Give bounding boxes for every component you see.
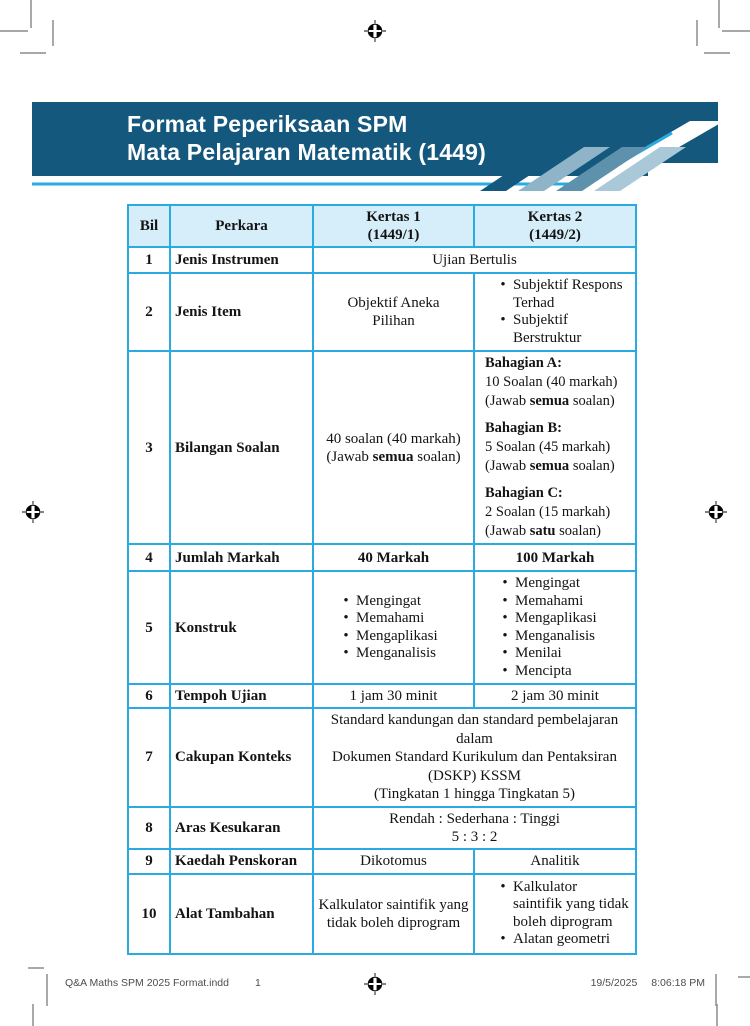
list-item: • Memahami (343, 610, 425, 626)
cell-r4-kertas2: 100 Markah (474, 544, 636, 571)
list-item: • Mengingat (343, 592, 421, 609)
list-item: • Kalkulator saintifik yang tidak boleh diprogram (500, 878, 629, 930)
kertas1-code: (1449/1) (367, 227, 420, 243)
cell-r5-kertas2 (474, 571, 636, 684)
table-row (128, 874, 636, 954)
cell-r1-perkara: Jenis Instrumen (170, 247, 313, 273)
footer-page-number: 1 (255, 977, 261, 989)
list-item: • Menganalisis (343, 645, 436, 661)
registration-mark-left (22, 501, 44, 523)
r3-k1-jawab: (Jawab semua soalan) (326, 448, 461, 465)
list-item: • Mengaplikasi (502, 610, 597, 626)
list-item: • Subjektif Berstruktur (493, 312, 629, 347)
table-row (128, 571, 636, 684)
page-title-line1: Format Peperiksaan SPM (127, 111, 408, 137)
table-row (128, 849, 636, 874)
cell-r7-perkara: Cakupan Konteks (170, 708, 313, 807)
cell-r10-kertas1 (313, 874, 474, 954)
col-header-kertas1 (313, 205, 474, 247)
cell-r8-span: Rendah : Sederhana : Tinggi 5 : 3 : 2 (313, 807, 636, 849)
table-row (128, 273, 636, 351)
cell-r8-bil: 8 (128, 807, 170, 849)
cell-r2-kertas1 (313, 273, 474, 351)
header-banner (0, 95, 750, 205)
list-item: • Menganalisis (502, 627, 595, 644)
cell-r6-bil: 6 (128, 684, 170, 708)
table-header-row (128, 205, 636, 247)
page-title-line2: Mata Pelajaran Matematik (1449) (127, 139, 487, 165)
crop-marks-top-left (0, 0, 53, 53)
registration-mark-right (705, 501, 727, 523)
banner-corner-cut (648, 163, 750, 193)
kertas2-label: Kertas 2 (527, 209, 583, 225)
list-item: • Mencipta (502, 662, 572, 679)
cell-r5-bil: 5 (128, 571, 170, 684)
cell-r6-kertas1: 1 jam 30 minit (313, 684, 474, 708)
bahagian-a: Bahagian A: 10 Soalan (40 markah) (Jawab semua soalan) (485, 355, 618, 409)
cell-r9-kertas2: Analitik (474, 849, 636, 874)
table-row (128, 708, 636, 807)
table-row (128, 807, 636, 849)
col-header-perkara: Perkara (170, 205, 313, 247)
cell-r5-kertas1 (313, 571, 474, 684)
page-title (127, 110, 486, 166)
footer-timestamp: 19/5/2025 8:06:18 PM (590, 977, 705, 989)
kertas2-code: (1449/2) (529, 227, 581, 243)
cell-r9-bil: 9 (128, 849, 170, 874)
cell-r10-perkara: Alat Tambahan (170, 874, 313, 954)
bullet-icon: • (500, 277, 506, 293)
cell-r9-kertas1: Dikotomus (313, 849, 474, 874)
list-item: • Subjektif Respons Terhad (493, 277, 629, 312)
list-item: • Mengaplikasi (343, 627, 438, 644)
table-row (128, 544, 636, 571)
r3-k1-line: 40 soalan (40 markah) (326, 430, 461, 447)
cell-r10-kertas2 (474, 874, 636, 954)
cell-r4-kertas1: 40 Markah (313, 544, 474, 571)
list-item: • Alatan geometri (500, 931, 611, 947)
table-row (128, 247, 636, 273)
cell-r6-perkara: Tempoh Ujian (170, 684, 313, 708)
table-row (128, 351, 636, 544)
list-item: • Menilai (502, 645, 562, 661)
list-item: • Memahami (502, 592, 584, 609)
kertas1-label: Kertas 1 (366, 209, 421, 225)
print-footer (0, 977, 750, 993)
cell-r1-bil: 1 (128, 247, 170, 273)
cell-r4-perkara: Jumlah Markah (170, 544, 313, 571)
cell-r5-perkara: Konstruk (170, 571, 313, 684)
crop-marks-top-right (697, 0, 750, 53)
cell-r3-perkara: Bilangan Soalan (170, 351, 313, 544)
col-header-kertas2 (474, 205, 636, 247)
cell-r2-bil: 2 (128, 273, 170, 351)
table-row (128, 684, 636, 708)
cell-r4-bil: 4 (128, 544, 170, 571)
bahagian-b: Bahagian B: 5 Soalan (45 markah) (Jawab semua soalan) (485, 420, 615, 474)
footer-filename: Q&A Maths SPM 2025 Format.indd 1 (65, 977, 261, 989)
cell-r3-kertas1 (313, 351, 474, 544)
cell-r3-bil: 3 (128, 351, 170, 544)
cell-r3-kertas2 (474, 351, 636, 544)
registration-mark-top (364, 20, 386, 42)
bahagian-c: Bahagian C: 2 Soalan (15 markah) (Jawab satu soalan) (485, 485, 611, 539)
cell-r7-span: Standard kandungan dan standard pembelajaran dalam Dokumen Standard Kurikulum dan Pentaksiran (DSKP) KSSM (Tingkatan 1 hingga Tingkatan 5) (313, 708, 636, 807)
exam-format-table (127, 204, 637, 955)
col-header-bil: Bil (128, 205, 170, 247)
cell-r10-bil: 10 (128, 874, 170, 954)
cell-r2-kertas2 (474, 273, 636, 351)
r10-k1-text: Kalkulator saintifik yang tidak boleh diprogram (318, 896, 469, 931)
bullet-icon: • (500, 312, 506, 328)
cell-r2-perkara: Jenis Item (170, 273, 313, 351)
cell-r7-bil: 7 (128, 708, 170, 807)
r2-k1-text: Objektif Aneka Pilihan (347, 295, 440, 329)
cell-r6-kertas2: 2 jam 30 minit (474, 684, 636, 708)
cell-r8-perkara: Aras Kesukaran (170, 807, 313, 849)
cell-r9-perkara: Kaedah Penskoran (170, 849, 313, 874)
cell-r1-span: Ujian Bertulis (313, 247, 636, 273)
list-item: • Mengingat (502, 575, 580, 591)
